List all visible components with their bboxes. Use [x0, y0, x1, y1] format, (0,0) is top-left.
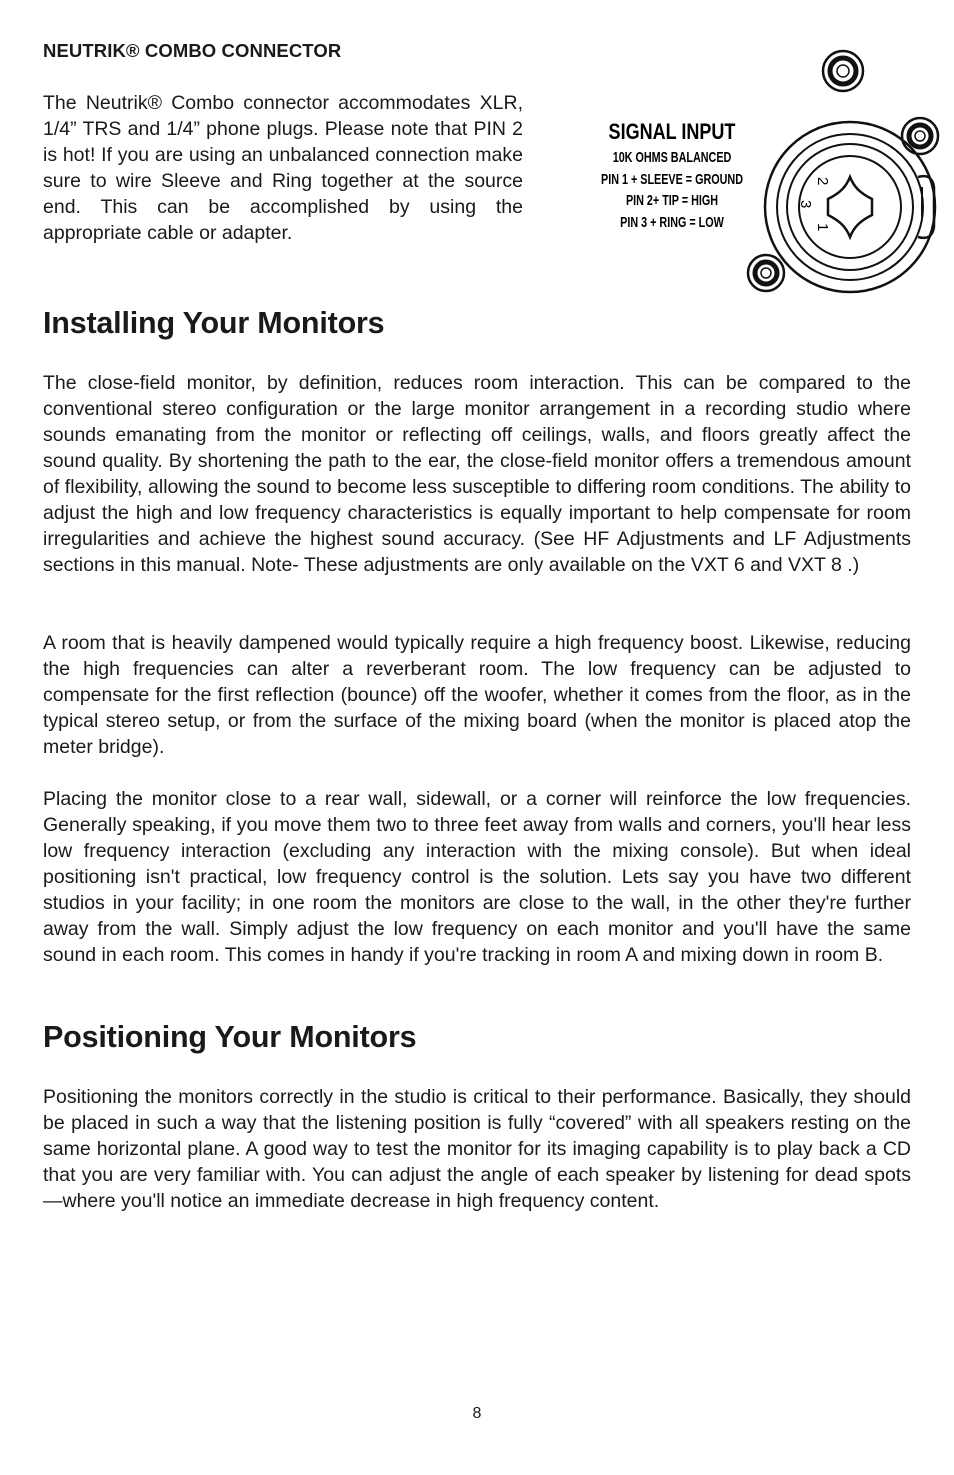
combo-connector-text: The Neutrik® Combo connector accommodates XLR, 1/4” TRS and 1/4” phone plugs. Please note that PIN 2 is hot! If you are using an unbalanced connection make sure to wire Sleeve and Ring together at the source end. This can be accomplished by using the appropriate cable or adapter. [43, 92, 523, 244]
page-number: 8 [472, 1405, 482, 1422]
pin-label-2: 2 [814, 177, 831, 186]
signal-line-3: PIN 2+ TIP = HIGH [625, 191, 719, 209]
combo-jack-icon [765, 122, 935, 292]
installing-paragraph-2: A room that is heavily dampened would typically require a high frequency boost. Likewise, reducing the high frequencies can alter a reverberant room. The low frequency can be adjusted to compensate for the first reflection (bounce) off the woofer, whether it comes from the floor, as in the typical stereo setup, or from the surface of the mixing board (when the monitor is placed atop the meter bridge). [43, 632, 911, 758]
combo-connector-heading: NEUTRIK® COMBO CONNECTOR [43, 40, 342, 61]
signal-line-4: PIN 3 + RING = LOW [620, 213, 724, 231]
positioning-paragraph-1: Positioning the monitors correctly in the studio is critical to their performance. Basically, they should be placed in such a way that the listening position is fully “covered” with all speakers resting on the same horizontal plane. A good way to test the monitor for its imaging capability is to play back a CD that you are very familiar with. You can adjust the angle of each speaker by listening for dead spots—where you'll notice an immediate decrease in high frequency content. [43, 1086, 911, 1212]
screw-icon [902, 118, 938, 154]
signal-line-1: 10K OHMS BALANCED [612, 148, 732, 166]
pin-label-1: 1 [814, 223, 831, 232]
installing-heading: Installing Your Monitors [43, 306, 385, 340]
combo-connector-diagram [588, 45, 954, 300]
installing-paragraph-1: The close-field monitor, by definition, reduces room interaction. This can be compared to the conventional stereo configuration or the large monitor arrangement in a recording studio where sounds emanating from the monitor or reflecting off ceilings, walls, and floors greatly affect the sound quality. By shortening the path to the ear, the close-field monitor offers a tremendous amount of flexibility, allowing the sound to become less susceptible to differing room conditions. The ability to adjust the high and low frequency characteristics is equally important to help compensate for room irregularities and achieve the highest sound accuracy. (See HF Adjustments and LF Adjustments sections in this manual. Note- These adjustments are only available on the VXT 6 and VXT 8 .) [43, 372, 911, 576]
installing-paragraph-3: Placing the monitor close to a rear wall, sidewall, or a corner will reinforce the low frequencies. Generally speaking, if you move them two to three feet away from walls and corners, you'll hear less low frequency interaction (excluding any interaction with the mixing console). But when ideal positioning isn't practical, low frequency control is the solution. Lets say you have two different studios in your facility; in one room the monitors are close to the wall, in the other they're further away from the wall. Simply adjust the low frequency on each monitor and you'll have the same sound in each room. This comes in handy if you're tracking in room A and mixing down in room B. [43, 788, 911, 966]
pin-label-3: 3 [797, 200, 814, 209]
screw-icon [748, 255, 784, 291]
screw-icon [823, 51, 863, 91]
signal-line-2: PIN 1 + SLEEVE = GROUND [601, 170, 743, 188]
signal-input-title: SIGNAL INPUT [608, 120, 736, 145]
positioning-heading: Positioning Your Monitors [43, 1020, 417, 1054]
